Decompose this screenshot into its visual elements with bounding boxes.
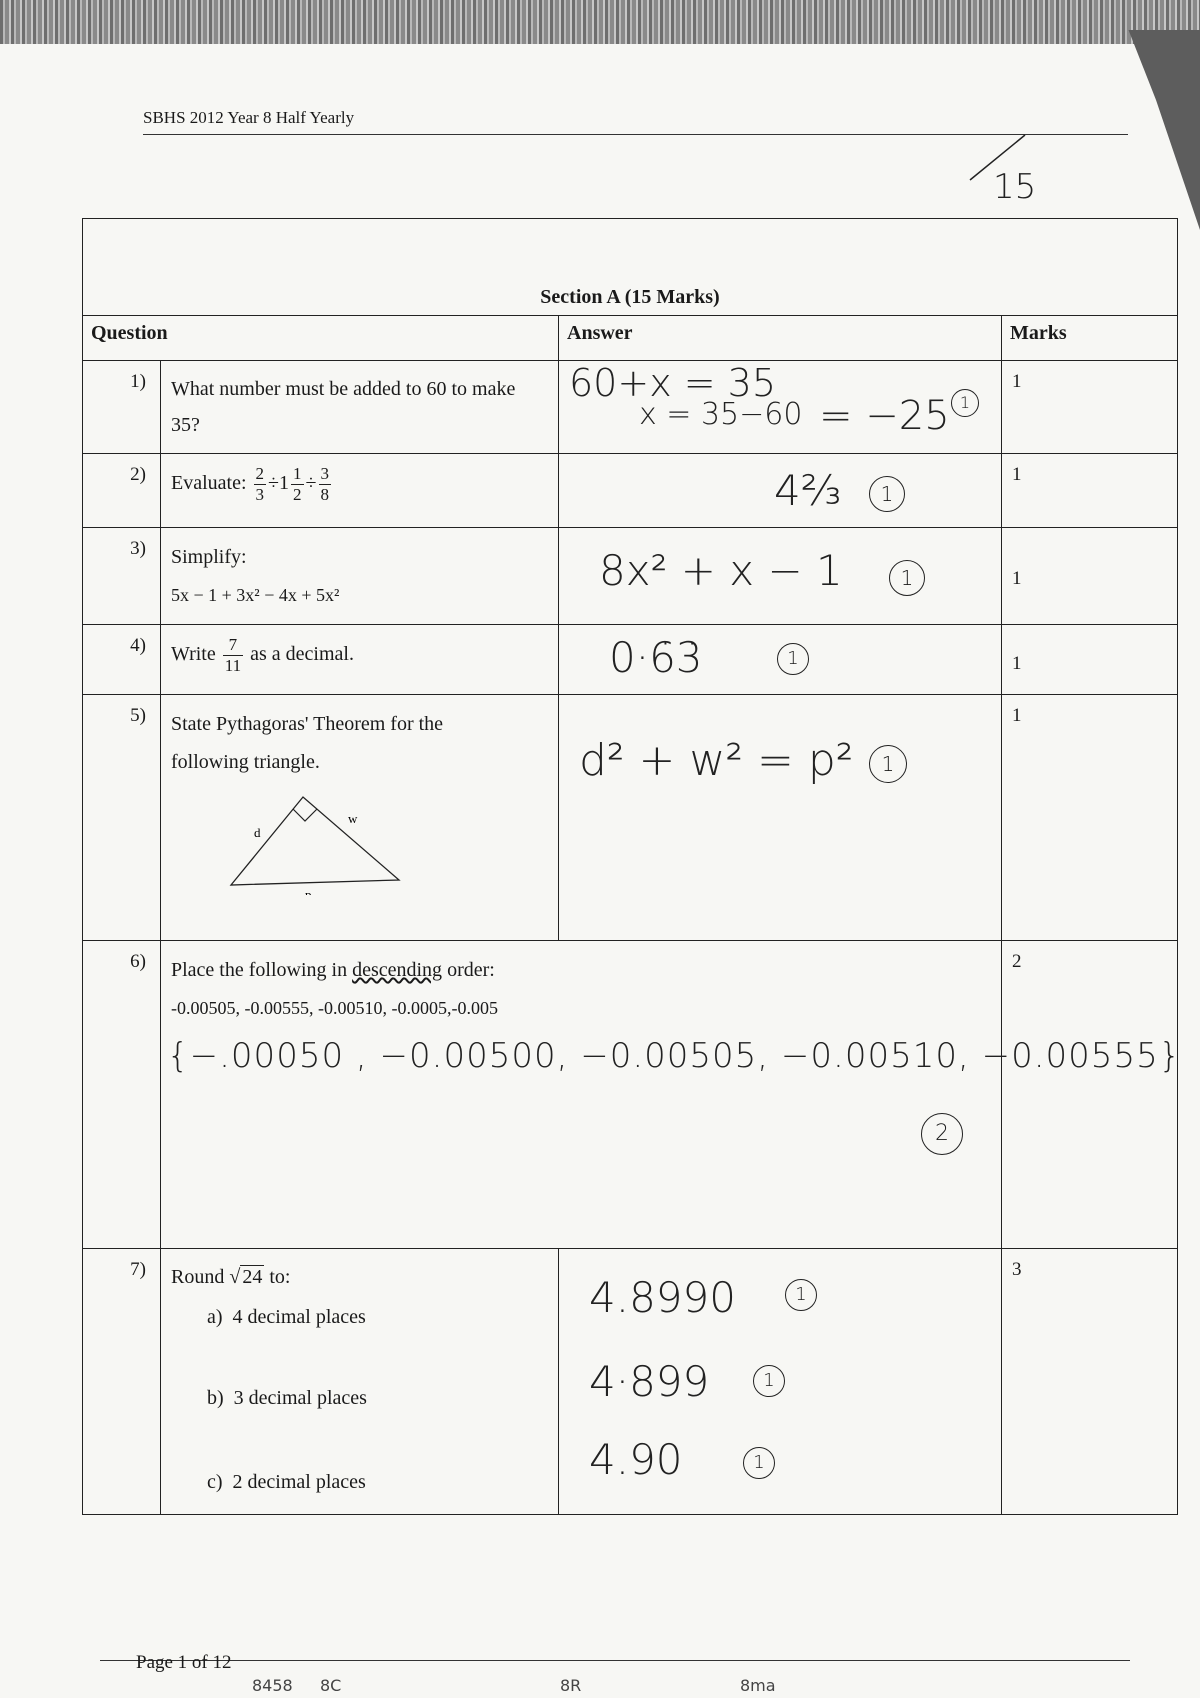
- question-number: 6): [83, 941, 161, 1249]
- scan-edge: [0, 0, 1200, 44]
- answer-cell: [559, 528, 1002, 625]
- side-label-d: d: [254, 825, 261, 840]
- handwritten-answer: 0·6̇3̇: [609, 633, 703, 682]
- question-prefix: Evaluate:: [171, 472, 247, 495]
- handwritten-answer: 8x² + x − 1: [599, 546, 843, 595]
- question-text: Place the following in descending order: -0.00505, -0.00555, -0.00510, -0.0005,-0.005 {−.00050 , −0.00500, −0.00505, −0.00510, −0.00555} 2: [161, 941, 1002, 1249]
- question-number: 1): [83, 361, 161, 454]
- side-label-p: p: [305, 887, 312, 895]
- fraction: $\frac{1}{2}$: [293, 464, 302, 504]
- handwritten-answer: {−.00050 , −0.00500, −0.00505, −0.00510, −0.00555}: [167, 1036, 1182, 1076]
- question-number: 2): [83, 454, 161, 528]
- question-row-7: [83, 1249, 1178, 1515]
- awarded-mark-circle: 1: [743, 1447, 775, 1479]
- handwritten-answer: 4⅔: [774, 466, 842, 515]
- fraction: $\frac{3}{8}$: [320, 464, 329, 504]
- handwritten-answer-line: = −25: [819, 393, 950, 439]
- answer-cell: [559, 625, 1002, 695]
- question-row-6: [83, 941, 1178, 1249]
- question-text: State Pythagoras' Theorem for the following triangle. d w p: [161, 695, 559, 941]
- section-title: Section A (15 Marks): [83, 219, 1178, 316]
- answer-cell: [559, 1249, 1002, 1515]
- awarded-mark-circle: 1: [785, 1279, 817, 1311]
- footer-rule: [100, 1660, 1130, 1661]
- marks-value: 1: [1002, 361, 1178, 454]
- column-question: Question: [83, 316, 559, 361]
- sub-question-b: b) 3 decimal places: [207, 1387, 367, 1409]
- handwritten-answer-line: x = 35−60: [639, 397, 803, 432]
- footer-scrawl: 8R: [560, 1676, 582, 1695]
- footer-scrawl: 8C: [320, 1676, 342, 1695]
- question-text: [161, 528, 559, 625]
- fraction: $\frac{7}{11}$: [224, 635, 242, 675]
- handwritten-answer-a: 4.8990: [589, 1273, 736, 1322]
- score-text: 15: [993, 167, 1037, 207]
- question-row-5: [83, 695, 1178, 941]
- question-text: What number must be added to 60 to make 35?: [161, 361, 559, 454]
- awarded-mark-circle: 1: [777, 643, 809, 675]
- awarded-mark-circle: 1: [753, 1365, 785, 1397]
- awarded-mark-circle: 1: [889, 560, 925, 596]
- document-header: SBHS 2012 Year 8 Half Yearly: [143, 108, 355, 127]
- values-list: -0.00505, -0.00555, -0.00510, -0.0005,-0.005: [171, 998, 498, 1018]
- column-marks: Marks: [1002, 316, 1178, 361]
- sub-question-c: c) 2 decimal places: [207, 1471, 366, 1493]
- question-row-1: [83, 361, 1178, 454]
- marks-value: 1: [1002, 528, 1178, 625]
- score-mark: [965, 130, 1055, 220]
- handwritten-answer-line: 60+x = 35: [569, 361, 777, 405]
- question-text: Write $\frac{7}{11}$ as a decimal.: [161, 625, 559, 695]
- awarded-mark-circle: 1: [951, 389, 979, 417]
- question-row-2: [83, 454, 1178, 528]
- sub-question-a: a) 4 decimal places: [207, 1306, 366, 1328]
- question-number: 4): [83, 625, 161, 695]
- marks-value: 1: [1002, 695, 1178, 941]
- question-table: [82, 218, 1182, 1515]
- marks-value: 2: [1002, 941, 1178, 1249]
- right-triangle-diagram: [221, 785, 421, 895]
- handwritten-answer-c: 4.90: [589, 1435, 683, 1484]
- question-number: 5): [83, 695, 161, 941]
- question-text: Evaluate: $\frac{2}{3}$ ÷1 $\frac{1}{2}$ ÷ $\frac{3}{8}$: [161, 454, 559, 528]
- scan-corner-shadow: [1090, 30, 1200, 230]
- answer-cell: [559, 454, 1002, 528]
- handwritten-answer-b: 4·899: [589, 1357, 710, 1406]
- radicand: 24: [242, 1266, 263, 1288]
- page-number: Page 1 of 12: [136, 1652, 232, 1673]
- question-prefix: Simplify:: [171, 546, 247, 568]
- question-number: 3): [83, 528, 161, 625]
- handwritten-answer: d² + w² = p²: [579, 735, 854, 786]
- question-row-4: [83, 625, 1178, 695]
- side-label-w: w: [348, 811, 358, 826]
- question-row-3: [83, 528, 1178, 625]
- marks-value: 1: [1002, 625, 1178, 695]
- underlined-word: descending: [352, 959, 443, 981]
- expression: 5x − 1 + 3x² − 4x + 5x²: [171, 585, 340, 605]
- awarded-mark-circle: 1: [869, 745, 907, 783]
- answer-cell: [559, 361, 1002, 454]
- marks-value: 3: [1002, 1249, 1178, 1515]
- question-text: Round √ 24 to: a) 4 decimal places b) 3 decimal places c) 2 decimal places: [161, 1249, 559, 1515]
- question-number: 7): [83, 1249, 161, 1515]
- footer-scrawl: 8ma: [740, 1676, 776, 1695]
- answer-cell: [559, 695, 1002, 941]
- awarded-mark-circle: 2: [921, 1113, 963, 1155]
- fraction: $\frac{2}{3}$: [255, 464, 265, 504]
- footer-scrawl: 8458: [252, 1676, 293, 1695]
- marks-value: 1: [1002, 454, 1178, 528]
- awarded-mark-circle: 1: [869, 476, 905, 512]
- column-answer: Answer: [559, 316, 1002, 361]
